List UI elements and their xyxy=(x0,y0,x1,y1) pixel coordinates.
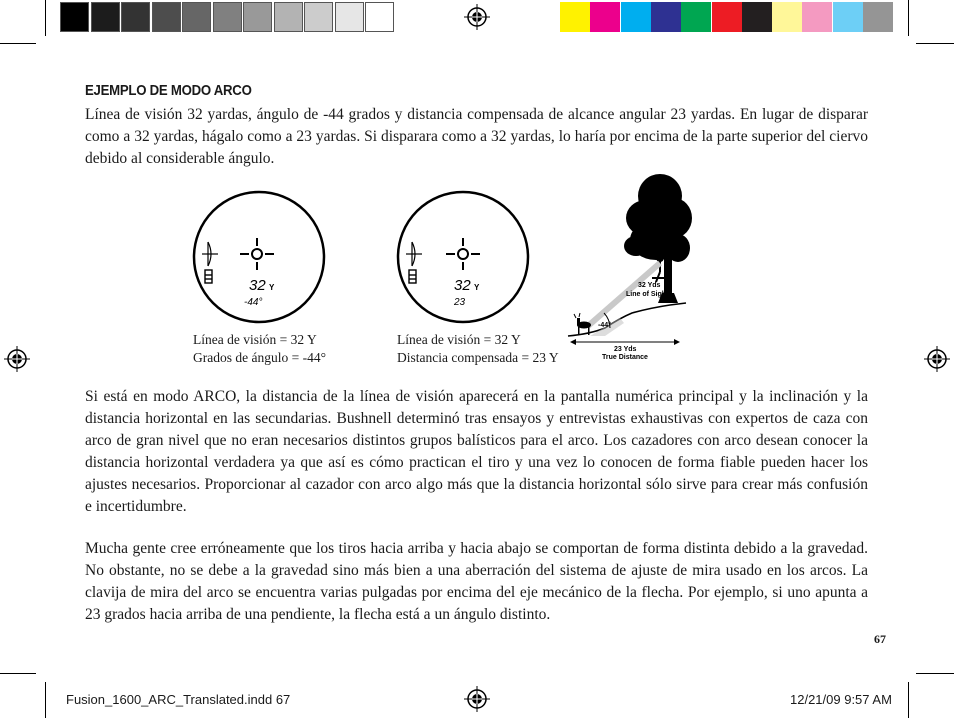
color-swatch xyxy=(621,2,651,32)
gray-swatch xyxy=(91,2,120,32)
registration-mark-icon xyxy=(4,346,30,372)
crop-mark xyxy=(45,682,46,718)
paragraph-intro: Línea de visión 32 yardas, ángulo de -44 grados y distancia compensada de alcance angular 23 yardas. En lugar de disparar como a 32 yardas, hágalo como a 23 yardas. Si disparara como a 32 yardas, lo haría por encima de la parte superior del ciervo debido al considerable ángulo. xyxy=(85,106,868,167)
crop-mark xyxy=(45,0,46,36)
crop-mark xyxy=(916,43,954,44)
gray-swatch xyxy=(274,2,303,32)
color-swatch xyxy=(590,2,620,32)
gray-swatch xyxy=(60,2,89,32)
slug-filename: Fusion_1600_ARC_Translated.indd 67 xyxy=(66,692,291,707)
color-swatch xyxy=(712,2,742,32)
crop-mark xyxy=(908,682,909,718)
main-unit: Y xyxy=(474,283,480,292)
color-swatch xyxy=(651,2,681,32)
registration-mark-icon xyxy=(464,4,490,30)
main-distance: 32 xyxy=(454,277,471,294)
gray-swatch xyxy=(121,2,150,32)
slug-datetime: 12/21/09 9:57 AM xyxy=(790,692,892,707)
caption-line: Línea de visión = 32 Y xyxy=(193,332,317,347)
crop-mark xyxy=(908,0,909,36)
crop-mark xyxy=(0,43,36,44)
registration-mark-icon xyxy=(924,346,950,372)
angle-label: -44° xyxy=(598,322,611,329)
deer-icon xyxy=(574,313,591,335)
line-of-sight-label: 32 Yds xyxy=(638,282,661,289)
crop-mark xyxy=(916,673,954,674)
gray-swatch xyxy=(213,2,242,32)
caption-line: Grados de ángulo = -44° xyxy=(193,350,326,365)
color-swatch xyxy=(742,2,772,32)
paragraph-gravity: Mucha gente cree erróneamente que los tiros hacia arriba y hacia abajo se comportan de forma distinta debido a la gravedad. No obstante, no se debe a la gravedad sino más bien a una aberración del sistema de ajuste de mira usado en los arcos. La clavija de mira del arco se encuentra varias pulgadas por encima del eje mecánico de la flecha. Por ejemplo, si uno apunta a 23 grados hacia arriba de una pendiente, la flecha está a un ángulo distinto. xyxy=(85,540,868,623)
page-number: 67 xyxy=(874,632,886,646)
color-swatch xyxy=(802,2,832,32)
line-of-sight-sublabel: Line of Sight xyxy=(626,291,669,298)
gray-swatch xyxy=(365,2,394,32)
color-swatch xyxy=(772,2,802,32)
color-swatch xyxy=(863,2,893,32)
gray-swatch xyxy=(243,2,272,32)
gray-swatch xyxy=(335,2,364,32)
secondary-angle: -44° xyxy=(244,297,263,308)
color-swatch xyxy=(681,2,711,32)
true-distance-sublabel: True Distance xyxy=(602,354,648,361)
rangefinder-display-angle xyxy=(192,190,327,325)
gray-swatch xyxy=(182,2,211,32)
rangefinder-display-compensated xyxy=(396,190,531,325)
slope-icon xyxy=(568,303,686,336)
section-heading: EJEMPLO DE MODO ARCO xyxy=(85,82,252,99)
caption-line: Distancia compensada = 23 Y xyxy=(397,350,559,365)
gray-swatch xyxy=(152,2,181,32)
color-swatch xyxy=(560,2,590,32)
secondary-compensated: 23 xyxy=(454,297,466,308)
paragraph-arc-mode: Si está en modo ARCO, la distancia de la línea de visión aparecerá en la pantalla numérica principal y la inclinación y la distancia horizontal en las secundarias. Bushnell determinó tras ensayos y entrevistas exhaustivas con expertos de caza con arco de gran nivel que no eran necesarios distintos grupos balísticos para el arco. Los cazadores con arco desean conocer la distancia horizontal verdadera ya que así es cómo practican el tiro y una vez lo conocen de forma fiable pueden hacer los ajustes necesarios. Proporcionar al cazador con arco algo más que la distancia horizontal sólo sirve para crear más confusión e incertidumbre. xyxy=(85,388,868,515)
angle-shot-illustration xyxy=(560,168,695,368)
registration-mark-icon xyxy=(464,686,490,712)
main-unit: Y xyxy=(269,283,275,292)
main-distance: 32 xyxy=(249,277,266,294)
caption-line: Línea de visión = 32 Y xyxy=(397,332,521,347)
true-distance-label: 23 Yds xyxy=(614,346,637,353)
color-swatch xyxy=(833,2,863,32)
caption-display-compensated xyxy=(397,331,559,367)
caption-display-angle xyxy=(193,331,326,367)
gray-swatch xyxy=(304,2,333,32)
crop-mark xyxy=(0,673,36,674)
